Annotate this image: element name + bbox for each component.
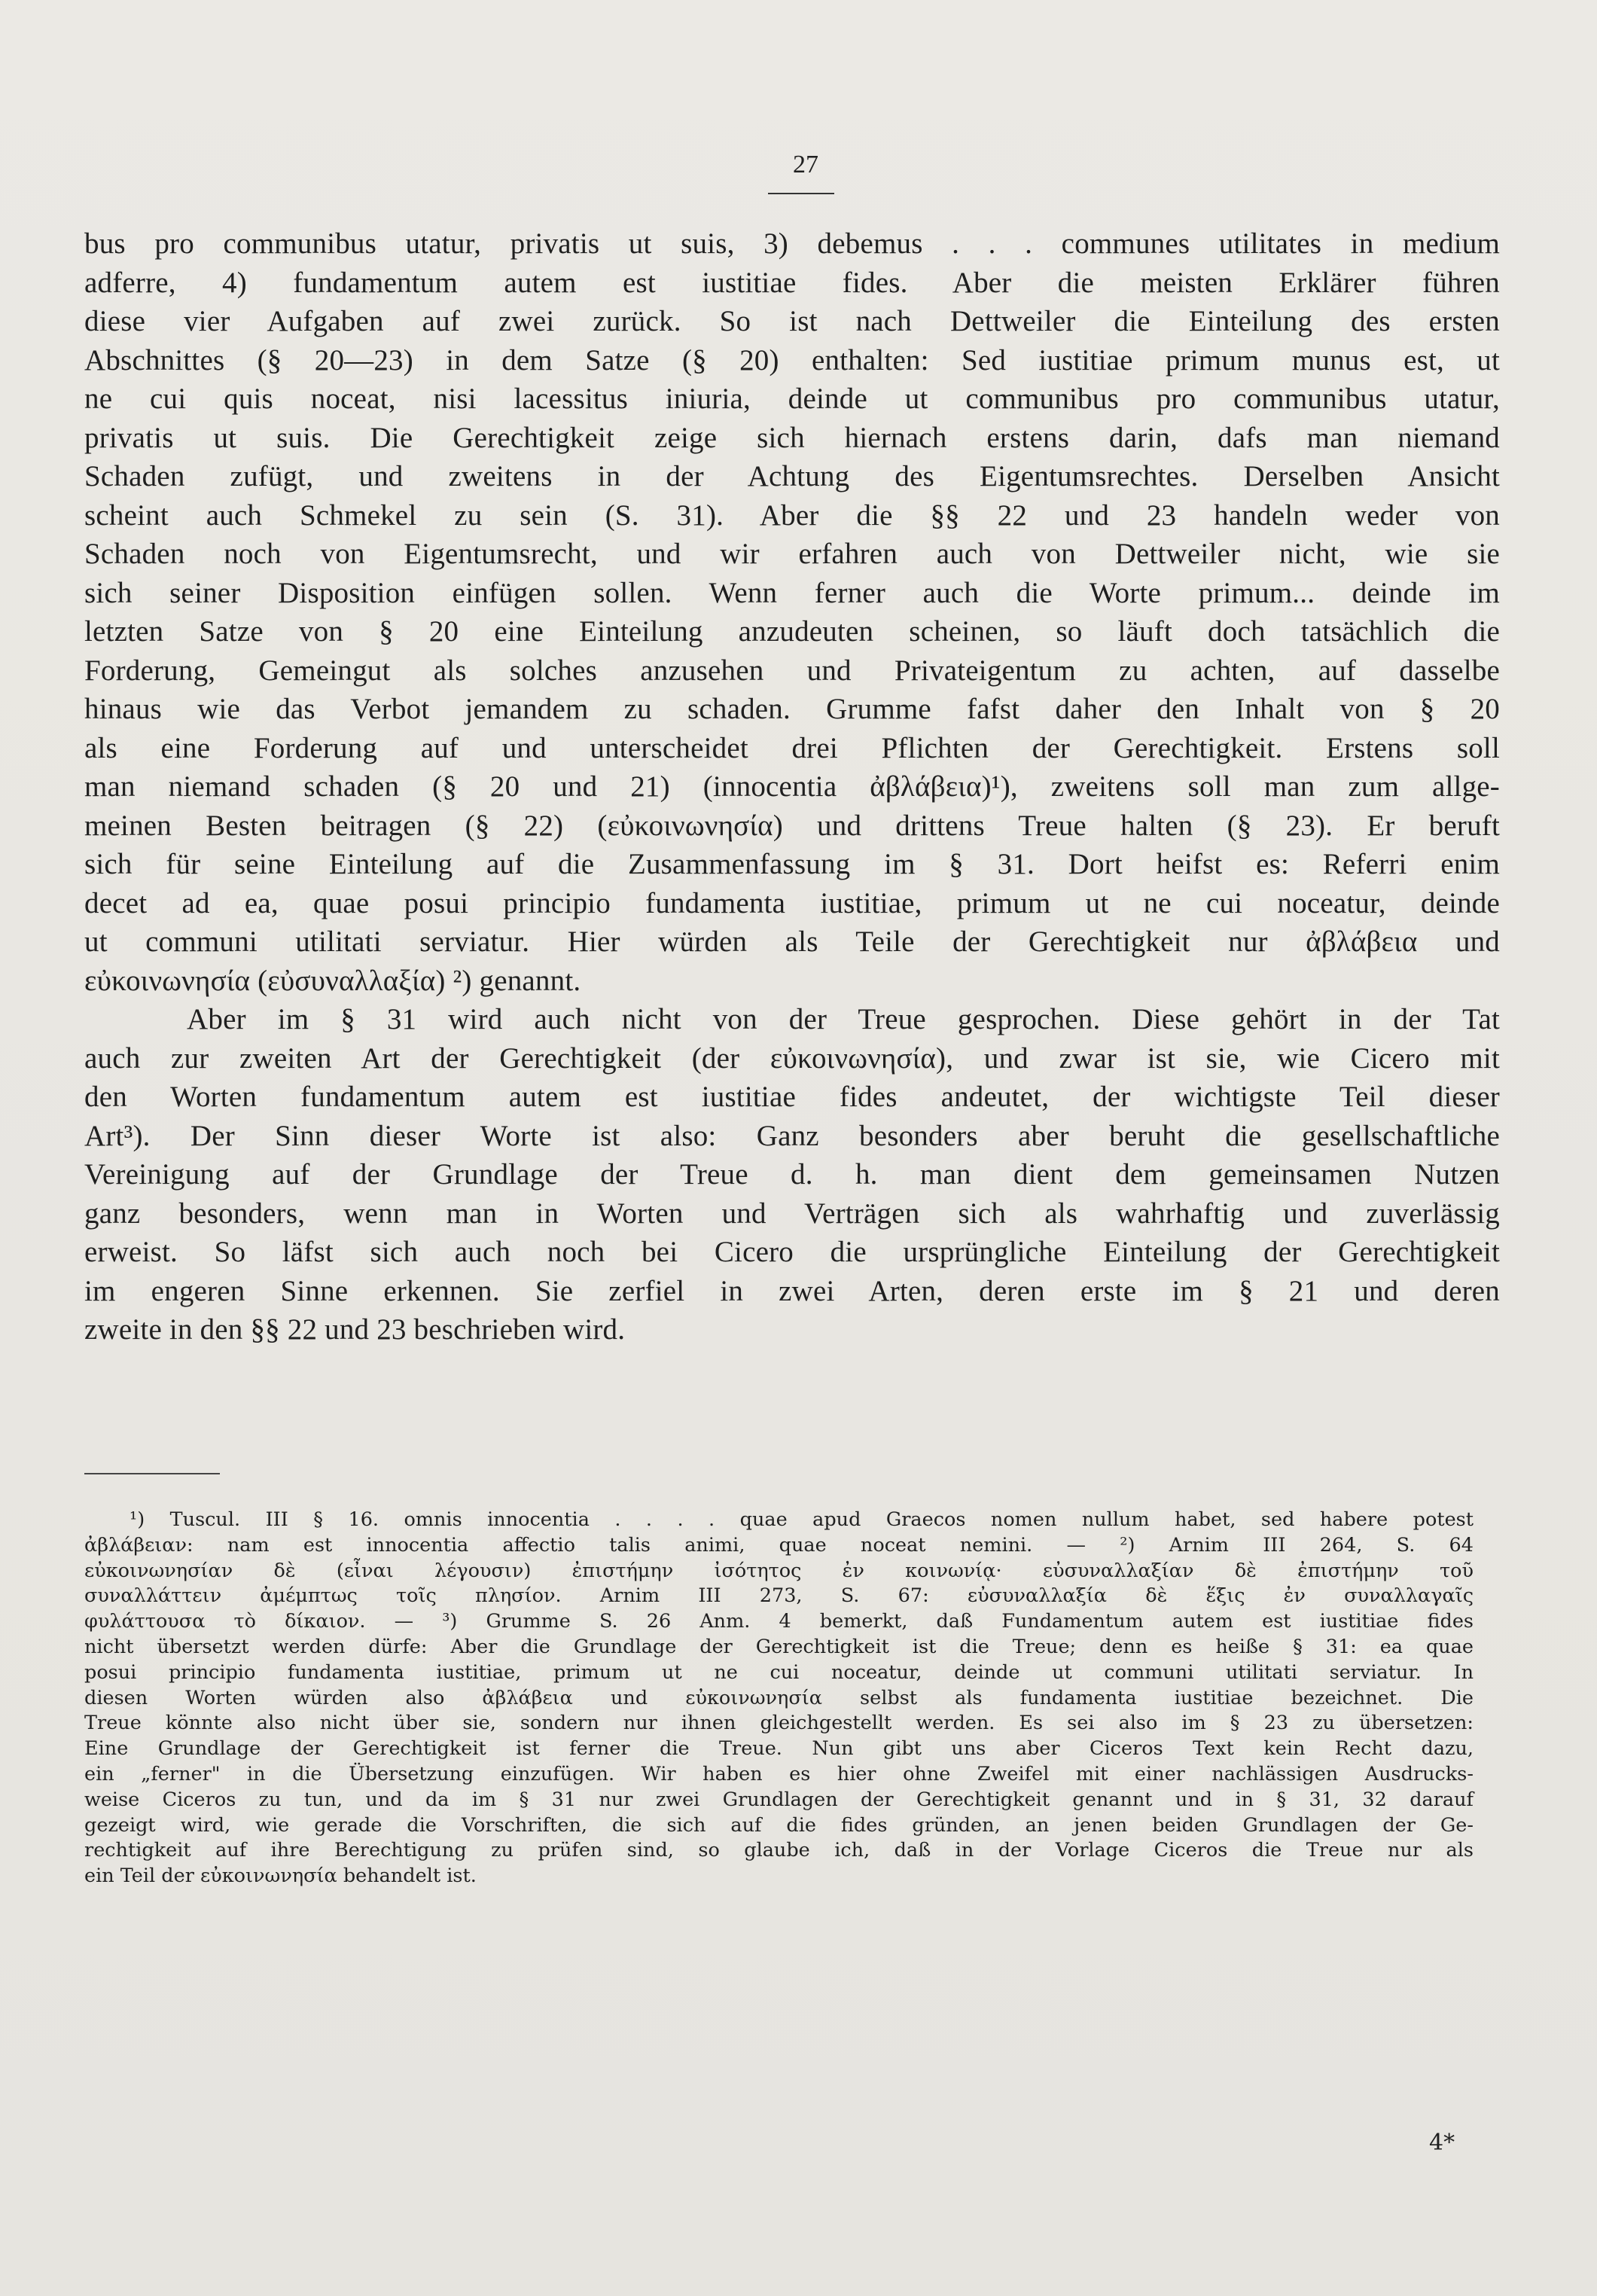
footnote-line: Treue könnte also nicht über sie, sondern nur ihnen gleichgestellt werden. Es sei also im § 23 zu übersetzen: <box>84 1712 1474 1735</box>
body-line: zweite in den §§ 22 und 23 beschrieben wird. <box>84 1313 626 1346</box>
body-line: scheint auch Schmekel zu sein (S. 31). Aber die §§ 22 und 23 handeln weder von <box>84 499 1500 532</box>
footnote-line: nicht übersetzt werden dürfe: Aber die Grundlage der Gerechtigkeit ist die Treue; denn es heiße § 31: ea quae <box>84 1635 1474 1658</box>
footnote-line: ein „ferner" in die Übersetzung einzufügen. Wir haben es hier ohne Zweifel mit einer nachlässigen Ausdrucks- <box>84 1762 1474 1785</box>
body-line: auch zur zweiten Art der Gerechtigkeit (der εὐκοινωνησία), und zwar ist sie, wie Cicero mit <box>84 1041 1500 1075</box>
body-line: adferre, 4) fundamentum autem est iustitiae fides. Aber die meisten Erklärer führen <box>84 266 1500 299</box>
body-line: meinen Besten beitragen (§ 22) (εὐκοινωνησία) und drittens Treue halten (§ 23). Er beruft <box>84 809 1500 842</box>
body-line: diese vier Aufgaben auf zwei zurück. So ist nach Dettweiler die Einteilung des ersten <box>84 305 1500 337</box>
footnote-line: ein Teil der εὐκοινωνησία behandelt ist. <box>84 1865 477 1888</box>
page-number-rule <box>768 193 834 194</box>
body-line: ne cui quis noceat, nisi lacessitus iniuria, deinde ut communibus pro communibus utatur, <box>84 383 1500 415</box>
footnote-line: ¹) Tuscul. III § 16. omnis innocentia . . . . quae apud Graecos nomen nullum habet, sed habere potest <box>130 1508 1474 1531</box>
body-text <box>84 224 1500 1349</box>
body-line: bus pro communibus utatur, privatis ut suis, 3) debemus . . . communes utilitates in medium <box>84 227 1500 260</box>
footnotes <box>84 1508 1474 1889</box>
footnote-line: weise Ciceros zu tun, und da im § 31 nur zwei Grundlagen der Gerechtigkeit genannt und in § 31, 32 darauf <box>84 1788 1474 1811</box>
body-line: decet ad ea, quae posui principio fundamenta iustitiae, primum ut ne cui noceatur, deinde <box>84 886 1500 919</box>
body-line: Art³). Der Sinn dieser Worte ist also: Ganz besonders aber beruht die gesellschaftliche <box>84 1119 1500 1152</box>
footnote-line: posui principio fundamenta iustitiae, primum ut ne cui noceatur, deinde ut communi utilitati serviatur. In <box>84 1660 1474 1684</box>
body-line: εὐκοινωνησία (εὐσυναλλαξία) ²) genannt. <box>84 964 581 997</box>
body-line: im engeren Sinne erkennen. Sie zerfiel in zwei Arten, deren erste im § 21 und deren <box>84 1274 1500 1307</box>
body-line: Aber im § 31 wird auch nicht von der Treue gesprochen. Diese gehört in der Tat <box>187 1003 1500 1035</box>
body-line: als eine Forderung auf und unterscheidet drei Pflichten der Gerechtigkeit. Erstens soll <box>84 731 1500 764</box>
body-line: sich für seine Einteilung auf die Zusammenfassung im § 31. Dort heifst es: Referri enim <box>84 848 1500 880</box>
body-line: Abschnittes (§ 20—23) in dem Satze (§ 20) enthalten: Sed iustitiae primum munus est, ut <box>84 343 1500 377</box>
body-line: Schaden noch von Eigentumsrecht, und wir erfahren auch von Dettweiler nicht, wie sie <box>84 538 1500 570</box>
body-line: hinaus wie das Verbot jemandem zu schaden. Grumme fafst daher den Inhalt von § 20 <box>84 693 1500 725</box>
body-line: man niemand schaden (§ 20 und 21) (innocentia ἀβλάβεια)¹), zweitens soll man zum allge- <box>84 770 1500 803</box>
body-line: den Worten fundamentum autem est iustitiae fides andeutet, der wichtigste Teil dieser <box>84 1081 1500 1113</box>
body-line: ut communi utilitati serviatur. Hier würden als Teile der Gerechtigkeit nur ἀβλάβεια und <box>84 925 1500 958</box>
footnote-line: Eine Grundlage der Gerechtigkeit ist ferner die Treue. Nun gibt uns aber Ciceros Text kein Recht dazu, <box>84 1737 1474 1761</box>
signature-mark: 4* <box>1429 2130 1455 2156</box>
body-line: Schaden zufügt, und zweitens in der Achtung des Eigentumsrechtes. Derselben Ansicht <box>84 460 1500 492</box>
footnote-line: φυλάττουσα τὸ δίκαιον. — ³) Grumme S. 26 Anm. 4 bemerkt, daß Fundamentum autem est iustitiae fides <box>84 1610 1474 1633</box>
footnote-line: εὐκοινωνησίαν δὲ (εἶναι λέγουσιν) ἐπιστήμην ἰσότητος ἐν κοινωνίᾳ· εὐσυναλλαξίαν δὲ ἐπιστήμην τοῦ <box>84 1559 1474 1582</box>
footnote-line: diesen Worten würden also ἀβλάβεια und εὐκοινωνησία selbst als fundamenta iustitiae bezeichnet. Die <box>84 1686 1474 1709</box>
footnote-line: gezeigt wird, wie gerade die Vorschriften, die sich auf die fides gründen, an jenen beiden Grundlagen der Ge- <box>84 1813 1474 1837</box>
page-number: 27 <box>793 151 818 178</box>
body-line: privatis ut suis. Die Gerechtigkeit zeige sich hiernach erstens darin, dafs man niemand <box>84 421 1500 454</box>
body-line: letzten Satze von § 20 eine Einteilung anzudeuten scheinen, so läuft doch tatsächlich die <box>84 615 1500 648</box>
body-line: Forderung, Gemeingut als solches anzusehen und Privateigentum zu achten, auf dasselbe <box>84 654 1500 687</box>
body-line: sich seiner Disposition einfügen sollen. Wenn ferner auch die Worte primum... deinde im <box>84 576 1500 609</box>
footnote-rule <box>84 1473 220 1474</box>
footnote-line: rechtigkeit auf ihre Berechtigung zu prüfen sind, so glaube ich, daß in der Vorlage Ciceros die Treue nur als <box>84 1839 1474 1862</box>
body-line: erweist. So läfst sich auch noch bei Cicero die ursprüngliche Einteilung der Gerechtigkeit <box>84 1236 1500 1268</box>
footnote-line: ἀβλάβειαν: nam est innocentia affectio talis animi, quae noceat nemini. — ²) Arnim III 264, S. 64 <box>84 1533 1474 1557</box>
body-line: Vereinigung auf der Grundlage der Treue d. h. man dient dem gemeinsamen Nutzen <box>84 1158 1500 1191</box>
footnote-line: συναλλάττειν ἀμέμπτως τοῖς πλησίον. Arnim III 273, S. 67: εὐσυναλλαξία δὲ ἕξις ἐν συναλλαγαῖς <box>84 1584 1474 1608</box>
body-line: ganz besonders, wenn man in Worten und Verträgen sich als wahrhaftig und zuverlässig <box>84 1197 1500 1230</box>
